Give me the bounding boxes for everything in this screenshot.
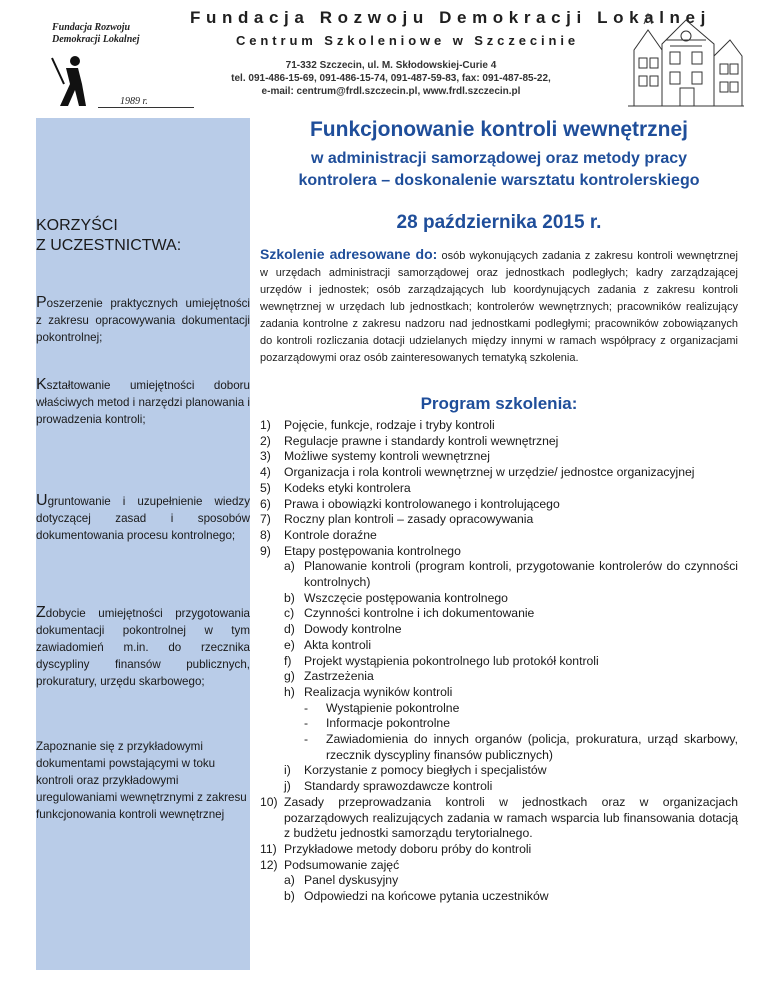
program-item: 1) Pojęcie, funkcje, rodzaje i tryby kontroli [260, 418, 495, 432]
program-subitem: a) Panel dyskusyjny [284, 873, 399, 888]
org-subtitle: Centrum Szkoleniowe w Szczecinie [236, 33, 579, 48]
program-item: 6) Prawa i obowiązki kontrolowanego i kontrolującego [260, 496, 560, 511]
program-item: 10) Zasady przeprowadzania kontroli w jednostkach oraz w organizacjach pozarządowych realizujących zadania w ramach wsparcia lub finansowania dotacją z budżetu jednostki samorządu terytorialnego. [260, 794, 738, 841]
program-item: 5) Kodeks etyki kontrolera [260, 480, 411, 495]
program-subitem: i) Korzystanie z pomocy biegłych i specjalistów [284, 763, 547, 778]
program-item: 3) Możliwe systemy kontroli wewnętrznej [260, 449, 490, 464]
benefit-item: Zapoznanie się z przykładowymi dokumentami powstającymi w toku kontroli oraz przykładowymi uregulowaniami wewnętrznymi z zakresu funkcjonowania kontroli wewnętrznej [36, 740, 247, 821]
program-item: 8) Kontrole doraźne [260, 527, 377, 542]
program-subitem: g) Zastrzeżenia [284, 669, 374, 684]
program-item: 9) Etapy postępowania kontrolnego [260, 543, 461, 558]
phone-line: tel. 091-486-15-69, 091-486-15-74, 091-487-59-83, fax: 091-487-85-22, [231, 73, 551, 84]
program-subitem: c) Czynności kontrolne i ich dokumentowanie [284, 606, 535, 621]
benefits-heading: KORZYŚCI Z UCZESTNICTWA: [36, 217, 182, 254]
benefit-item: Zdobycie umiejętności przygotowania dokumentacji pokontrolnej w tym zawiadomień m.in. do rzecznika dyscypliny finansów publicznych, prokuratury, urzędu skarbowego; [36, 604, 250, 688]
logo-underline [98, 107, 194, 108]
program-item: 7) Roczny plan kontroli – zasady opracowywania [260, 512, 534, 527]
program-subitem: f) Projekt wystąpienia pokontrolnego lub protokół kontroli [284, 653, 599, 668]
program-subitem: h) Realizacja wyników kontroli [284, 684, 453, 699]
program-subitem: j) Standardy sprawozdawcze kontroli [284, 779, 493, 794]
program-item: 11) Przykładowe metody doboru próby do kontroli [260, 841, 532, 856]
building-sketch-icon [626, 10, 746, 110]
benefit-item: Kształtowanie umiejętności doboru właściwych metod i narzędzi planowania i prowadzenia kontroli; [36, 376, 250, 426]
logo-name: Fundacja Rozwoju Demokracji Lokalnej [52, 22, 140, 45]
program-title: Program szkolenia: [420, 394, 578, 413]
logo-year: 1989 r. [120, 96, 148, 107]
course-title: Funkcjonowanie kontroli wewnętrznej [309, 118, 689, 141]
program-subitem: b) Odpowiedzi na końcowe pytania uczestników [284, 889, 549, 904]
course-date: 28 października 2015 r. [396, 212, 602, 233]
course-subtitle: w administracji samorządowej oraz metody pracy kontrolera – doskonalenie warsztatu kontrolerskiego [298, 150, 700, 189]
benefit-item: Ugruntowanie i uzupełnienie wiedzy dotyczącej zasad i sposobów dokumentowania procesu kontrolnego; [36, 492, 250, 542]
audience-lead: Szkolenie adresowane do: [260, 246, 438, 262]
program-subitem: b) Wszczęcie postępowania kontrolnego [284, 590, 508, 605]
foundation-logo [30, 10, 180, 110]
program-dash-item: - Informacje pokontrolne [304, 716, 450, 731]
walking-figure-icon [48, 54, 88, 110]
benefits-sidebar [36, 118, 250, 970]
program-list [260, 418, 738, 905]
program-dash-item: - Zawiadomienia do innych organów (policja, prokuratura, urząd skarbowy, rzecznik dyscypliny finansów publicznych) [304, 732, 738, 762]
org-title: Fundacja Rozwoju Demokracji Lokalnej [190, 8, 711, 27]
email-line: e-mail: centrum@frdl.szczecin.pl, www.frdl.szczecin.pl [261, 86, 521, 97]
program-item: 4) Organizacja i rola kontroli wewnętrznej w urzędzie/ jednostce organizacyjnej [260, 465, 695, 480]
program-item: 12) Podsumowanie zajęć [260, 857, 400, 872]
program-subitem: d) Dowody kontrolne [284, 622, 402, 637]
address-line: 71-332 Szczecin, ul. M. Skłodowskiej-Curie 4 [285, 60, 497, 71]
audience-text: osób wykonujących zadania z zakresu kontroli wewnętrznej w urzędach administracji samorządowej oraz jednostkach podległych; kadry zarządzającej urzędów i jednostek; osób zarządzających lub koordynujących zadania z zakresu kontroli wewnętrznej w urzędach lub jednostkach; kontrolerów wewnętrznych; pracowników realizujący zadania kontrolne z zakresu nadzoru nad jednostkami podległymi; pracowników zobowiązanych do kontroli rozliczania dotacji udzielanych między innymi w ramach współpracy z organizacjami pozarządowymi oraz osób zainteresowanych tematyką szkolenia. [260, 250, 738, 364]
program-dash-item: - Wystąpienie pokontrolne [304, 700, 460, 715]
target-audience [260, 246, 738, 367]
program-subitem: e) Akta kontroli [284, 637, 372, 652]
benefit-item: Poszerzenie praktycznych umiejętności z zakresu opracowywania dokumentacji pokontrolnej; [36, 294, 250, 344]
program-subitem: a) Planowanie kontroli (program kontroli, przygotowanie kontrolerów do czynności kontrolnych) [284, 559, 738, 590]
program-item: 2) Regulacje prawne i standardy kontroli wewnętrznej [260, 433, 559, 448]
